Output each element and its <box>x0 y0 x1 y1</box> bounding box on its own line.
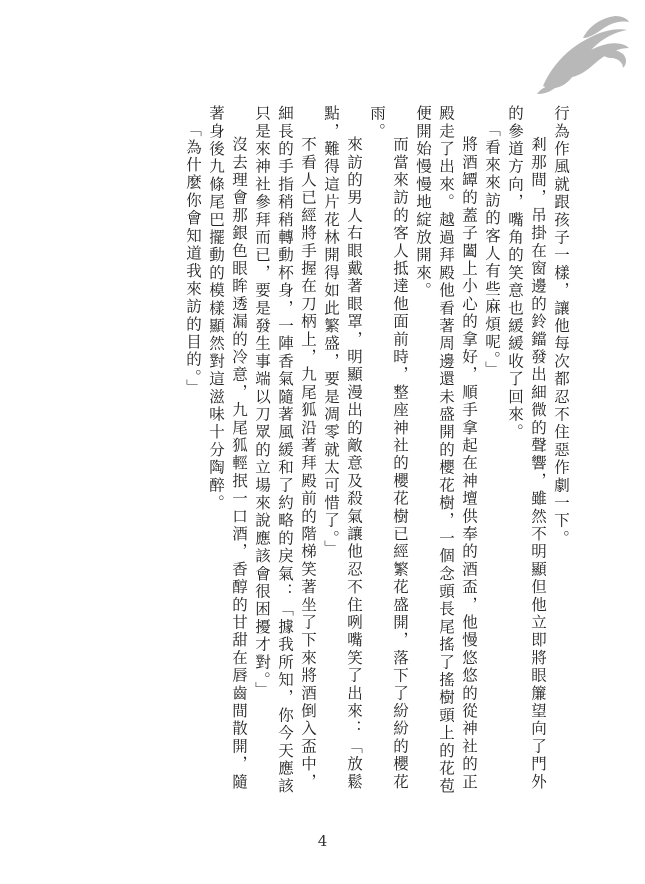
paragraph-9: 「為什麼你會知道我來訪的目的。」 <box>184 120 202 396</box>
vertical-text-body <box>112 105 572 805</box>
paragraph-1: 行為作風就跟孩子一樣，讓他每次都忍不住惡作劇一下。 <box>552 105 570 548</box>
paragraph-2: 剎那間，吊掛在窗邊的鈴鐺發出細微的聲響，雖然不明顯但他立即將眼簾望向了門外的參道方向，嘴角的笑意也緩緩收了回來。 <box>506 105 547 791</box>
page-number: 4 <box>317 832 328 850</box>
paragraph-8: 沒去理會那銀色眼眸透漏的冷意，九尾狐輕抿一口酒，香醇的甘甜在唇齒間散開，隨著身後九條尾巴擺動的模樣顯然對這滋味十分陶醉。 <box>207 105 248 791</box>
paragraph-4: 將酒罈的蓋子闔上小心的拿好，順手拿起在神壇供奉的酒盃，他慢悠悠的從神社的正殿走了出來。越過拜殿他看著周邊還未盛開的櫻花樹，一個念頭長尾搖了搖樹頭上的花苞便開始慢慢地綻放開來。 <box>414 105 478 796</box>
paragraph-6: 來訪的男人右眼戴著眼罩，明顯漫出的敵意及殺氣讓他忍不住咧嘴笑了出來：「放鬆點，難得這片花林開得如此繁盛，要是凋零就太可惜了。」 <box>322 105 363 791</box>
paragraph-5: 而當來訪的客人抵達他面前時，整座神社的櫻花樹已經繁花盛開，落下了紛紛的櫻花雨。 <box>368 105 409 791</box>
paragraph-3: 「看來來訪的客人有些麻煩呢。」 <box>483 120 501 379</box>
fox-tail-logo-icon <box>523 8 633 108</box>
fox-tail-logo-svg <box>523 8 633 108</box>
paragraph-7: 不看人已經將手握在刀柄上，九尾狐沿著拜殿前的階梯笑著坐了下來將酒倒入盃中，細長的手指稍稍轉動杯身，一陣香氣隨著風緩和了約略的戾氣：「據我所知，你今天應該只是來神社參拜而已，要是發生事端以刀眾的立場來說應該會很困擾才對。」 <box>253 105 317 796</box>
